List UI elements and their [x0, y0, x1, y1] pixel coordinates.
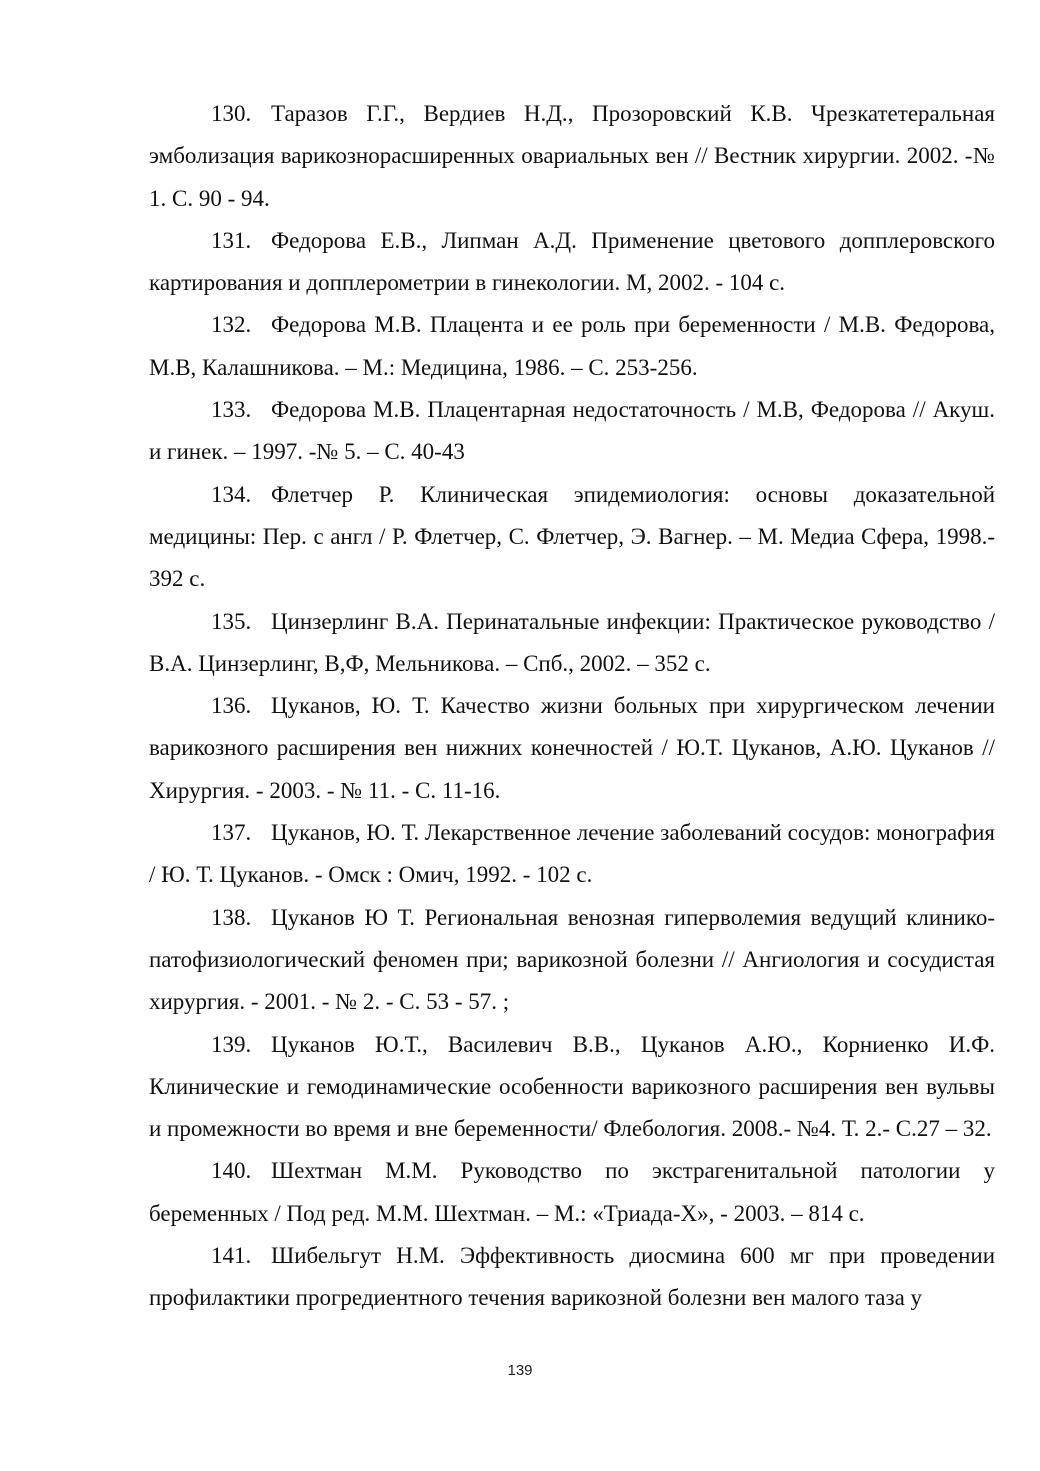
reference-number: 132. — [211, 312, 252, 338]
reference-item — [149, 685, 995, 812]
reference-item — [149, 220, 995, 305]
reference-number: 131. — [211, 227, 252, 253]
reference-item — [149, 389, 995, 474]
reference-list — [149, 93, 995, 1320]
reference-text: Цуканов, Ю. Т. Лекарственное лечение заболеваний сосудов: монография / Ю. Т. Цуканов. - Омск : Омич, 1992. - 102 с. — [149, 820, 995, 888]
reference-text: Федорова М.В. Плацентарная недостаточность / М.В, Федорова // Акуш. и гинек. – 1997. -№ 5. – С. 40-43 — [149, 397, 995, 465]
reference-number: 138. — [211, 904, 252, 930]
reference-number: 134. — [211, 481, 252, 507]
reference-number: 141. — [211, 1243, 252, 1269]
reference-item — [149, 812, 995, 897]
reference-item — [149, 474, 995, 601]
reference-item — [149, 1024, 995, 1151]
reference-text: Шибельгут Н.М. Эффективность диосмина 600 мг при проведении профилактики прогредиентного течения варикозной болезни вен малого таза у — [149, 1243, 995, 1311]
reference-item — [149, 1235, 995, 1320]
reference-text: Флетчер Р. Клиническая эпидемиология: основы доказательной медицины: Пер. с англ / Р. Флетчер, С. Флетчер, Э. Вагнер. – М. Медиа Сфера, 1998.- 392 с. — [149, 481, 995, 592]
reference-number: 137. — [211, 820, 252, 846]
reference-number: 136. — [211, 693, 252, 719]
reference-text: Таразов Г.Г., Вердиев Н.Д., Прозоровский К.В. Чрезкатетеральная эмболизация варикознорасширенных овариальных вен // Вестник хирургии. 2002. -№ 1. С. 90 - 94. — [149, 101, 995, 211]
reference-item — [149, 897, 995, 1024]
reference-text: Цуканов Ю.Т., Василевич В.В., Цуканов А.Ю., Корниенко И.Ф. Клинические и гемодинамические особенности варикозного расширения вен вульвы и промежности во время и вне беременности/ Флебология. 2008.- №4. Т. 2.- С.27 – 32. — [149, 1031, 995, 1142]
reference-text: Цуканов, Ю. Т. Качество жизни больных при хирургическом лечении варикозного расширения вен нижних конечностей / Ю.Т. Цуканов, А.Ю. Цуканов // Хирургия. - 2003. - № 11. - С. 11-16. — [149, 693, 995, 803]
reference-text: Шехтман М.М. Руководство по экстрагенитальной патологии у беременных / Под ред. М.М. Шехтман. – М.: «Триада-Х», - 2003. – 814 с. — [149, 1158, 995, 1226]
reference-text: Цинзерлинг В.А. Перинатальные инфекции: Практическое руководство / В.А. Цинзерлинг, В,Ф, Мельникова. – Спб., 2002. – 352 с. — [149, 608, 995, 676]
reference-text: Цуканов Ю Т. Региональная венозная гиперволемия ведущий клинико-патофизиологический феномен при; варикозной болезни // Ангиология и сосудистая хирургия. - 2001. - № 2. - С. 53 - 57. ; — [149, 904, 995, 1015]
reference-number: 133. — [211, 397, 252, 423]
reference-number: 135. — [211, 608, 252, 634]
reference-text: Федорова Е.В., Липман А.Д. Применение цветового допплеровского картирования и допплерометрии в гинекологии. М, 2002. - 104 с. — [149, 227, 995, 296]
reference-number: 139. — [211, 1031, 252, 1057]
reference-text: Федорова М.В. Плацента и ее роль при беременности / М.В. Федорова, М.В, Калашникова. – М.: Медицина, 1986. – С. 253-256. — [149, 312, 995, 380]
reference-item — [149, 1150, 995, 1235]
reference-item — [149, 304, 995, 389]
reference-number: 140. — [211, 1158, 252, 1184]
reference-item — [149, 601, 995, 686]
reference-item — [149, 93, 995, 220]
page-number: 139 — [507, 1362, 533, 1379]
reference-number: 130. — [211, 101, 252, 126]
